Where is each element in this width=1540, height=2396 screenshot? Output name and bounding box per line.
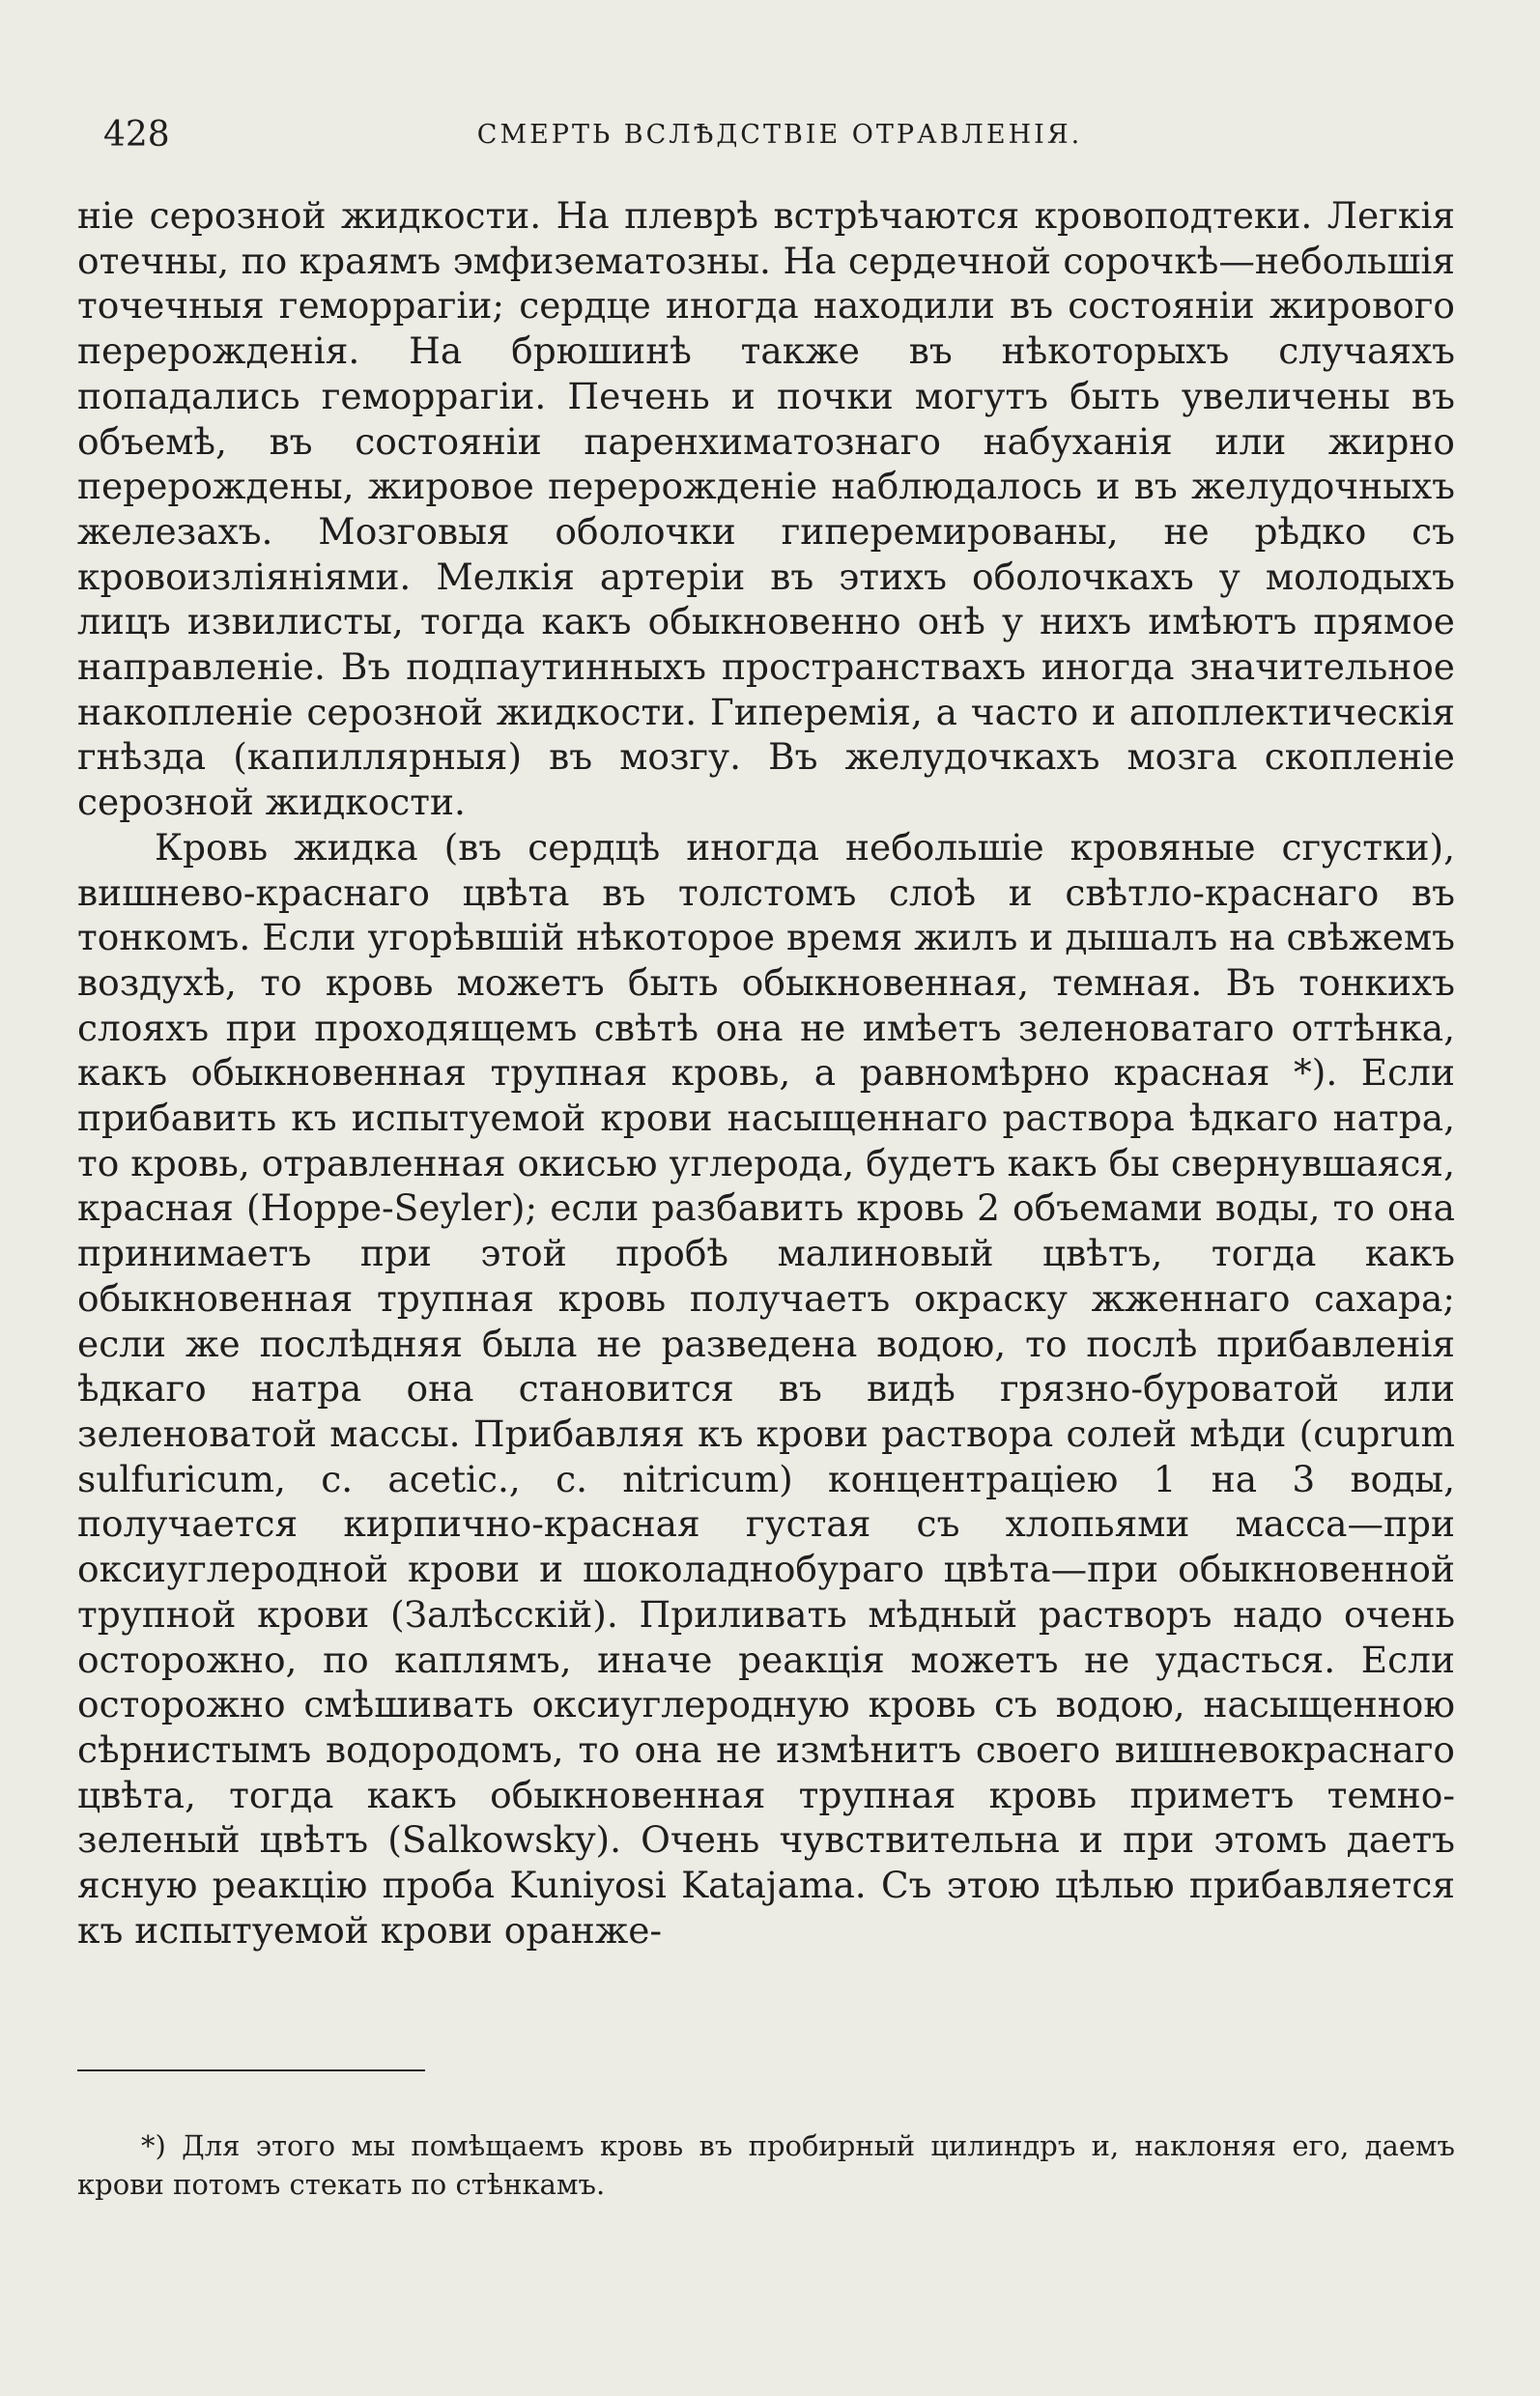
- body-text: [77, 193, 1455, 1953]
- running-title: СМЕРТЬ ВСЛѢДСТВІЕ ОТРАВЛЕНІЯ.: [476, 120, 1083, 150]
- page-number: 428: [103, 115, 170, 155]
- footnote: *) Для этого мы помѣщаемъ кровь въ пробирный цилиндръ и, наклоняя его, даемъ крови потомъ стекать по стѣнкамъ.: [77, 2129, 1455, 2201]
- paragraph-continued: ніе серозной жидкости. На плеврѣ встрѣчаются кровоподтеки. Легкія отечны, по краямъ эмфизематозны. На сердечной сорочкѣ—небольшія точечныя геморрагіи; сердце иногда находили въ состояніи жирового перерожденія. На брюшинѣ также въ нѣкоторыхъ случаяхъ попадались геморрагіи. Печень и почки могутъ быть увеличены въ объемѣ, въ состояніи паренхиматознаго набуханія или жирно перерождены, жировое перерожденіе наблюдалось и въ желудочныхъ железахъ. Мозговыя оболочки гиперемированы, не рѣдко съ кровоизліяніями. Мелкія артеріи въ этихъ оболочкахъ у молодыхъ лицъ извилисты, тогда какъ обыкновенно онѣ у нихъ имѣютъ прямое направленіе. Въ подпаутинныхъ пространствахъ иногда значительное накопленіе серозной жидкости. Гиперемія, а часто и апоплектическія гнѣзда (капиллярныя) въ мозгу. Въ желудочкахъ мозга скопленіе серозной жидкости.: [77, 194, 1455, 824]
- page-header: [103, 108, 1456, 162]
- footnote-divider: [77, 2069, 425, 2071]
- paragraph-blood: Кровь жидка (въ сердцѣ иногда небольшіе кровяные сгустки), вишнево-краснаго цвѣта въ толстомъ слоѣ и свѣтло-краснаго въ тонкомъ. Если угорѣвшій нѣкоторое время жилъ и дышалъ на свѣжемъ воздухѣ, то кровь можетъ быть обыкновенная, темная. Въ тонкихъ слояхъ при проходящемъ свѣтѣ она не имѣетъ зеленоватаго оттѣнка, какъ обыкновенная трупная кровь, а равномѣрно красная *). Если прибавить къ испытуемой крови насыщеннаго раствора ѣдкаго натра, то кровь, отравленная окисью углерода, будетъ какъ бы свернувшаяся, красная (Hoppe-Seyler); если разбавить кровь 2 объемами воды, то она принимаетъ при этой пробѣ малиновый цвѣтъ, тогда какъ обыкновенная трупная кровь получаетъ окраску жженнаго сахара; если же послѣдняя была не разведена водою, то послѣ прибавленія ѣдкаго натра она становится въ видѣ грязно-буроватой или зеленоватой массы. Прибавляя къ крови раствора солей мѣди (cuprum sulfuricum, c. acetic., c. nitricum) концентраціею 1 на 3 воды, получается кирпично-красная густая съ хлопьями масса—при оксиуглеродной крови и шоколаднобураго цвѣта—при обыкновенной трупной крови (Залѣсскій). Приливать мѣдный растворъ надо очень осторожно, по каплямъ, иначе реакція можетъ не удасться. Если осторожно смѣшивать оксиуглеродную кровь съ водою, насыщенною сѣрнистымъ водородомъ, то она не измѣнитъ своего вишневокраснаго цвѣта, тогда какъ обыкновенная трупная кровь приметъ темно-зеленый цвѣтъ (Salkowsky). Очень чувствительна и при этомъ даетъ ясную реакцію проба Kuniyosi Katajama. Съ этою цѣлью прибавляется къ испытуемой крови оранже-: [77, 825, 1455, 1952]
